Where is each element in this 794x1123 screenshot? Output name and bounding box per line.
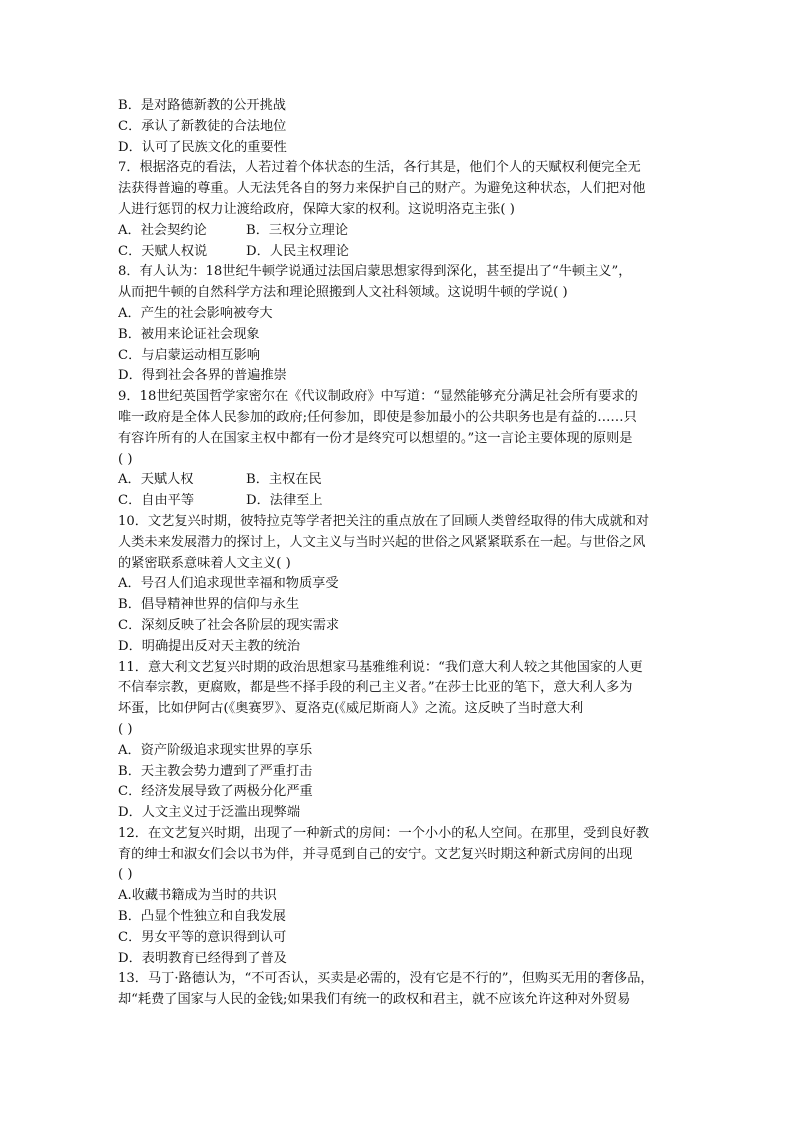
option-d: D．认可了民族文化的重要性 xyxy=(118,139,287,155)
option-row xyxy=(118,491,684,512)
question-text: 10．文艺复兴时期，彼特拉克等学者把关注的重点放在了回顾人类曾经取得的伟大成就和对 xyxy=(118,513,650,529)
question-11 xyxy=(118,658,684,824)
option-b: B．三权分立理论 xyxy=(246,222,349,238)
question-8 xyxy=(118,262,684,387)
option-c: C．深刻反映了社会各阶层的现实需求 xyxy=(118,617,340,633)
option-b: B．倡导精神世界的信仰与永生 xyxy=(118,597,300,613)
answer-blank: ( ) xyxy=(118,721,133,737)
option-d: D．表明教育已经得到了普及 xyxy=(118,950,287,966)
option-a: A．产生的社会影响被夸大 xyxy=(118,305,273,321)
option-row xyxy=(118,221,684,242)
option-a: A．资产阶级追求现实世界的享乐 xyxy=(118,742,313,758)
answer-blank: ( ) xyxy=(118,451,133,467)
question-text: 却“耗费了国家与人民的金钱;如果我们有统一的政权和君主，就不应该允许这种对外贸易 xyxy=(118,992,631,1008)
question-text: 唯一政府是全体人民参加的政府;任何参加，即使是参加最小的公共职务也是有益的……只 xyxy=(118,409,637,425)
option-d: D．明确提出反对天主教的统治 xyxy=(118,638,301,654)
question-text: 从而把牛顿的自然科学方法和理论照搬到人文社科领域。这说明牛顿的学说( ) xyxy=(118,285,568,301)
option-c: C．经济发展导致了两极分化严重 xyxy=(118,784,313,800)
option-b: B．被用来论证社会现象 xyxy=(118,326,260,342)
question-13 xyxy=(118,969,684,1011)
question-10 xyxy=(118,512,684,658)
question-text: 11．意大利文艺复兴时期的政治思想家马基雅维利说：“我们意大利人较之其他国家的人更 xyxy=(118,659,643,675)
option-c: C．男女平等的意识得到认可 xyxy=(118,929,287,945)
question-text: 坏蛋，比如伊阿古(《奥赛罗》、夏洛克(《威尼斯商人》之流。这反映了当时意大利 xyxy=(118,701,584,717)
option-b: B．凸显个性独立和自我发展 xyxy=(118,909,286,925)
option-a: A．社会契约论 xyxy=(118,222,207,238)
option-c: C．自由平等 xyxy=(118,493,195,509)
option-d: D．人文主义过于泛滥出现弊端 xyxy=(118,805,301,821)
question-text: 12．在文艺复兴时期，出现了一种新式的房间：一个小小的私人空间。在那里，受到良好教 xyxy=(118,825,650,841)
question-9 xyxy=(118,387,684,512)
option-c: C．与启蒙运动相互影响 xyxy=(118,347,260,363)
option-b: B．天主教会势力遭到了严重打击 xyxy=(118,763,313,779)
question-6-tail xyxy=(118,96,684,158)
question-text: 不信奉宗教，更腐败，都是些不择手段的利己主义者。”在莎士比亚的笔下，意大利人多为 xyxy=(118,680,633,696)
answer-blank: ( ) xyxy=(118,867,133,883)
option-d: D．法律至上 xyxy=(246,493,323,509)
option-c: C．天赋人权说 xyxy=(118,243,208,259)
question-text: 人类未来发展潜力的探讨上，人文主义与当时兴起的世俗之风紧紧联系在一起。与世俗之风 xyxy=(118,534,646,550)
question-text: 9．18世纪英国哲学家密尔在《代议制政府》中写道：“显然能够充分满足社会所有要求的 xyxy=(118,389,638,405)
option-d: D．人民主权理论 xyxy=(246,243,349,259)
option-b: B．主权在民 xyxy=(246,472,322,488)
question-text: 7．根据洛克的看法，人若过着个体状态的生活，各行其是，他们个人的天赋权利便完全无 xyxy=(118,160,641,176)
option-b: B．是对路德新教的公开挑战 xyxy=(118,98,286,113)
question-text: 育的绅士和淑女们会以书为伴，并寻觅到自己的安宁。文艺复兴时期这种新式房间的出现 xyxy=(118,846,633,862)
question-text: 的紧密联系意味着人文主义( ) xyxy=(118,555,291,571)
option-row xyxy=(118,470,684,491)
option-d: D．得到社会各界的普遍推崇 xyxy=(118,368,287,384)
question-7 xyxy=(118,158,684,262)
option-c: C．承认了新教徒的合法地位 xyxy=(118,118,287,134)
question-text: 人进行惩罚的权力让渡给政府，保障大家的权利。这说明洛克主张( ) xyxy=(118,201,515,217)
option-a: A.收藏书籍成为当时的共识 xyxy=(118,888,277,904)
question-text: 有容许所有的人在国家主权中都有一份才是终究可以想望的。”这一言论主要体现的原则是 xyxy=(118,430,633,446)
option-a: A．天赋人权 xyxy=(118,472,194,488)
question-text: 13．马丁·路德认为，“不可否认，买卖是必需的，没有它是不行的”，但购买无用的奢侈品， xyxy=(118,971,654,987)
question-text: 法获得普遍的尊重。人无法凭各自的努力来保护自己的财产。为避免这种状态，人们把对他 xyxy=(118,181,646,197)
question-text: 8．有人认为：18世纪牛顿学说通过法国启蒙思想家得到深化，甚至提出了“牛顿主义”， xyxy=(118,264,632,280)
option-a: A．号召人们追求现世幸福和物质享受 xyxy=(118,576,339,592)
exam-page xyxy=(118,96,684,1011)
question-12 xyxy=(118,824,684,970)
option-row xyxy=(118,242,684,263)
